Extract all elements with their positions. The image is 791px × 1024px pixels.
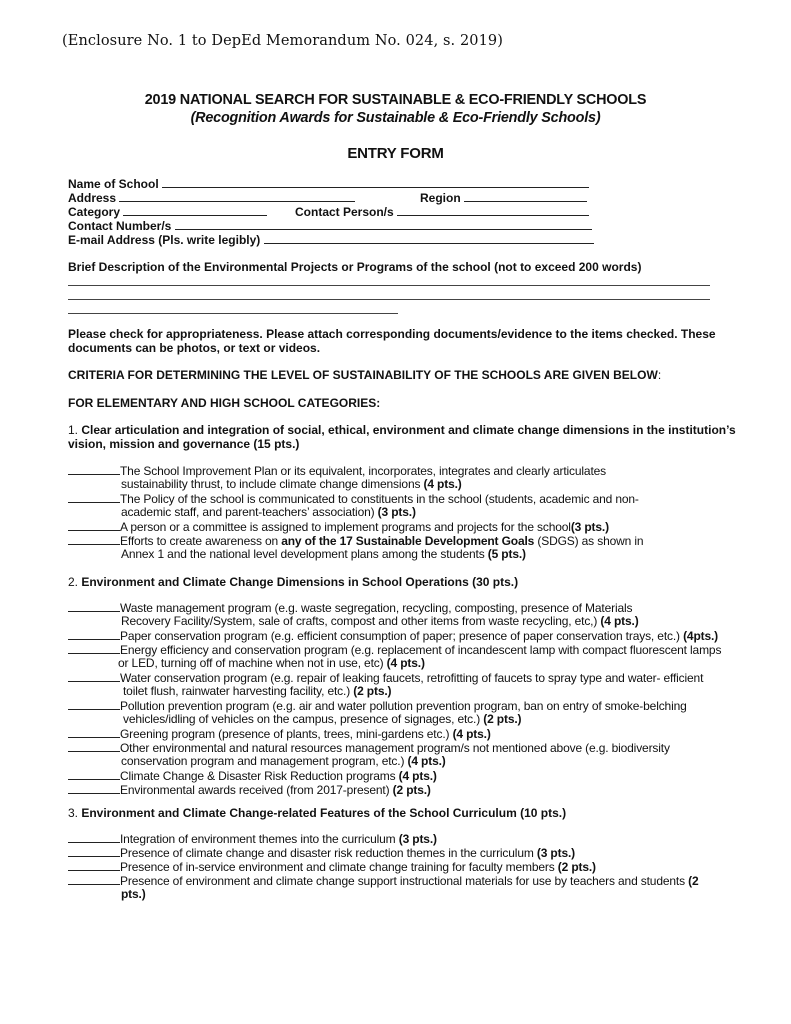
criterion-1-2-cont — [121, 506, 416, 520]
criterion-text: Climate Change & Disaster Risk Reduction programs — [120, 769, 399, 783]
categories-heading: FOR ELEMENTARY AND HIGH SCHOOL CATEGORIES: — [68, 396, 381, 410]
contact-number-label: Contact Number/s — [68, 219, 172, 233]
contact-person-label: Contact Person/s — [295, 205, 394, 219]
criterion-text: vehicles/idling of vehicles on the campus, presence of signages, etc.) — [123, 712, 484, 726]
criterion-points: (4 pts.) — [386, 656, 425, 670]
checkbox-blank[interactable] — [68, 860, 120, 871]
criterion-points: (4 pts.) — [600, 614, 639, 628]
criterion-points: (2 pts.) — [392, 783, 431, 797]
section-1-title — [68, 423, 736, 437]
criterion-2-3-cont — [118, 657, 425, 671]
name-of-school-field[interactable] — [162, 176, 589, 188]
criterion-points: (3 pts.) — [536, 846, 576, 860]
address-label: Address — [68, 191, 117, 205]
criterion-points: (3 pts.) — [570, 520, 609, 534]
section-1-number: 1. — [68, 423, 82, 437]
name-of-school-row — [68, 176, 589, 191]
criterion-text: Waste management program (e.g. waste segregation, recycling, composting, presence of Materials — [120, 601, 633, 615]
contact-number-field[interactable] — [175, 218, 592, 230]
criterion-1-1-cont — [121, 478, 462, 492]
criterion-text: Presence of climate change and disaster risk reduction themes in the curriculum — [120, 846, 537, 860]
criterion-text: Presence of environment and climate change support instructional materials for use by teachers and students — [120, 874, 689, 888]
contact-number-row — [68, 218, 592, 233]
criterion-text: A person or a committee is assigned to implement programs and projects for the school — [120, 520, 571, 534]
checkbox-blank[interactable] — [68, 699, 120, 710]
criterion-text: conservation program and management program, etc.) — [121, 754, 408, 768]
checkbox-blank[interactable] — [68, 832, 120, 843]
criterion-2-4-cont — [123, 685, 391, 699]
criterion-3-4 — [68, 874, 699, 889]
criterion-1-3 — [68, 520, 609, 535]
form-title: ENTRY FORM — [347, 145, 444, 162]
description-label: Brief Description of the Environmental Projects or Programs of the school (not to exceed 200 words) — [68, 260, 642, 274]
criterion-text: Integration of environment themes into the curriculum — [120, 832, 399, 846]
region-row — [420, 190, 587, 205]
section-1-title-line-1: Clear articulation and integration of social, ethical, environment and climate change dimensions in the institution’s — [81, 423, 736, 437]
checkbox-blank[interactable] — [68, 783, 120, 794]
criterion-points: (3 pts.) — [398, 832, 437, 846]
criterion-2-2 — [68, 629, 718, 644]
criteria-heading — [68, 368, 661, 382]
section-3-title-text: Environment and Climate Change-related Features of the School Curriculum (10 pts.) — [81, 806, 567, 820]
criterion-text: The School Improvement Plan or its equivalent, incorporates, integrates and clearly articulates — [120, 464, 607, 478]
email-label: E-mail Address (Pls. write legibly) — [68, 233, 261, 247]
checkbox-blank[interactable] — [68, 601, 120, 612]
checkbox-blank[interactable] — [68, 629, 120, 640]
category-label: Category — [68, 205, 121, 219]
category-field[interactable] — [123, 204, 267, 216]
section-2-title-text: Environment and Climate Change Dimensions in School Operations (30 pts.) — [81, 575, 519, 589]
checkbox-blank[interactable] — [68, 846, 120, 857]
criterion-2-7-cont — [121, 755, 446, 769]
criterion-text: sustainability thrust, to include climate change dimensions — [121, 477, 424, 491]
instructions-line-1: Please check for appropriateness. Please attach corresponding documents/evidence to the items checked. These — [68, 327, 716, 341]
checkbox-blank[interactable] — [68, 464, 120, 475]
instructions-line-2: documents can be photos, or text or videos. — [68, 341, 321, 355]
region-label: Region — [420, 191, 461, 205]
criterion-text: (SDGS) as shown in — [534, 534, 644, 548]
email-field[interactable] — [264, 232, 594, 244]
checkbox-blank[interactable] — [68, 769, 120, 780]
criterion-2-1-cont — [121, 615, 639, 629]
section-3-title — [68, 806, 566, 820]
section-2-title — [68, 575, 518, 589]
criterion-2-8 — [68, 769, 437, 784]
checkbox-blank[interactable] — [68, 520, 120, 531]
description-line-1[interactable] — [68, 285, 710, 286]
criterion-3-1 — [68, 832, 437, 847]
criterion-text: Pollution prevention program (e.g. air and water pollution prevention program, ban on entry of smoke-belching — [120, 699, 687, 713]
checkbox-blank[interactable] — [68, 727, 120, 738]
enclosure-note: (Enclosure No. 1 to DepEd Memorandum No. 024, s. 2019) — [62, 33, 504, 49]
contact-person-field[interactable] — [397, 204, 589, 216]
document-subtitle: (Recognition Awards for Sustainable & Eco-Friendly Schools) — [190, 110, 601, 126]
criterion-text: Recovery Facility/System, sale of crafts, compost and other items from waste recycling, etc,) — [121, 614, 601, 628]
criterion-text: Energy efficiency and conservation program (e.g. replacement of incandescent lamp with compact fluorescent lamps — [120, 643, 722, 657]
checkbox-blank[interactable] — [68, 874, 120, 885]
address-field[interactable] — [119, 190, 355, 202]
checkbox-blank[interactable] — [68, 534, 120, 545]
checkbox-blank[interactable] — [68, 741, 120, 752]
criterion-text: Efforts to create awareness on — [120, 534, 282, 548]
address-row — [68, 190, 355, 205]
criteria-heading-colon: : — [657, 368, 662, 382]
criterion-3-3 — [68, 860, 596, 875]
checkbox-blank[interactable] — [68, 492, 120, 503]
document-title: 2019 NATIONAL SEARCH FOR SUSTAINABLE & ECO-FRIENDLY SCHOOLS — [144, 92, 647, 108]
description-line-3[interactable] — [68, 313, 398, 314]
section-2-number: 2. — [68, 575, 82, 589]
criterion-points: (4 pts.) — [398, 769, 437, 783]
criterion-points: (2 pts.) — [353, 684, 392, 698]
criterion-text: Environmental awards received (from 2017-present) — [120, 783, 393, 797]
region-field[interactable] — [464, 190, 587, 202]
criterion-emphasis: any of the 17 Sustainable Development Goals — [281, 534, 535, 548]
criteria-heading-text: CRITERIA FOR DETERMINING THE LEVEL OF SUSTAINABILITY OF THE SCHOOLS ARE GIVEN BELOW — [68, 368, 658, 382]
criterion-text: Presence of in-service environment and climate change training for faculty members — [120, 860, 558, 874]
description-line-2[interactable] — [68, 299, 710, 300]
criterion-text: toilet flush, rainwater harvesting facility, etc.) — [123, 684, 354, 698]
criterion-text: Greening program (presence of plants, trees, mini-gardens etc.) — [120, 727, 453, 741]
email-row — [68, 232, 594, 247]
criterion-text: Water conservation program (e.g. repair of leaking faucets, retrofitting of faucets to spray type and water- efficient — [120, 671, 704, 685]
criterion-text: The Policy of the school is communicated to constituents in the school (students, academic and non- — [120, 492, 639, 506]
criterion-points: (4 pts.) — [423, 477, 462, 491]
checkbox-blank[interactable] — [68, 643, 120, 654]
contact-person-row — [295, 204, 589, 219]
criterion-points: (2 — [688, 874, 699, 888]
criterion-points: (3 pts.) — [377, 505, 416, 519]
criterion-points: (2 pts.) — [557, 860, 596, 874]
criterion-3-4-cont: pts.) — [121, 887, 146, 901]
criterion-2-9 — [68, 783, 431, 798]
name-of-school-label: Name of School — [68, 177, 159, 191]
category-row — [68, 204, 267, 219]
criterion-text: Paper conservation program (e.g. efficient consumption of paper; presence of paper conservation trays, etc.) — [120, 629, 684, 643]
criterion-3-2 — [68, 846, 575, 861]
section-1-title-line-2: vision, mission and governance (15 pts.) — [68, 437, 300, 451]
criterion-points: (4 pts.) — [407, 754, 446, 768]
criterion-2-5-cont — [123, 713, 521, 727]
criterion-points: (5 pts.) — [487, 547, 526, 561]
criterion-text: Annex 1 and the national level development plans among the students — [121, 547, 488, 561]
criterion-text: academic staff, and parent-teachers’ association) — [121, 505, 378, 519]
criterion-text: Other environmental and natural resources management program/s not mentioned above (e.g. biodiversity — [120, 741, 670, 755]
criterion-text: or LED, turning off of machine when not in use, etc) — [118, 656, 387, 670]
section-3-number: 3. — [68, 806, 82, 820]
criterion-2-6 — [68, 727, 491, 742]
criterion-points: (4pts.) — [683, 629, 719, 643]
criterion-1-4-cont — [121, 548, 526, 562]
criterion-points: (2 pts.) — [483, 712, 522, 726]
checkbox-blank[interactable] — [68, 671, 120, 682]
criterion-points: (4 pts.) — [452, 727, 491, 741]
